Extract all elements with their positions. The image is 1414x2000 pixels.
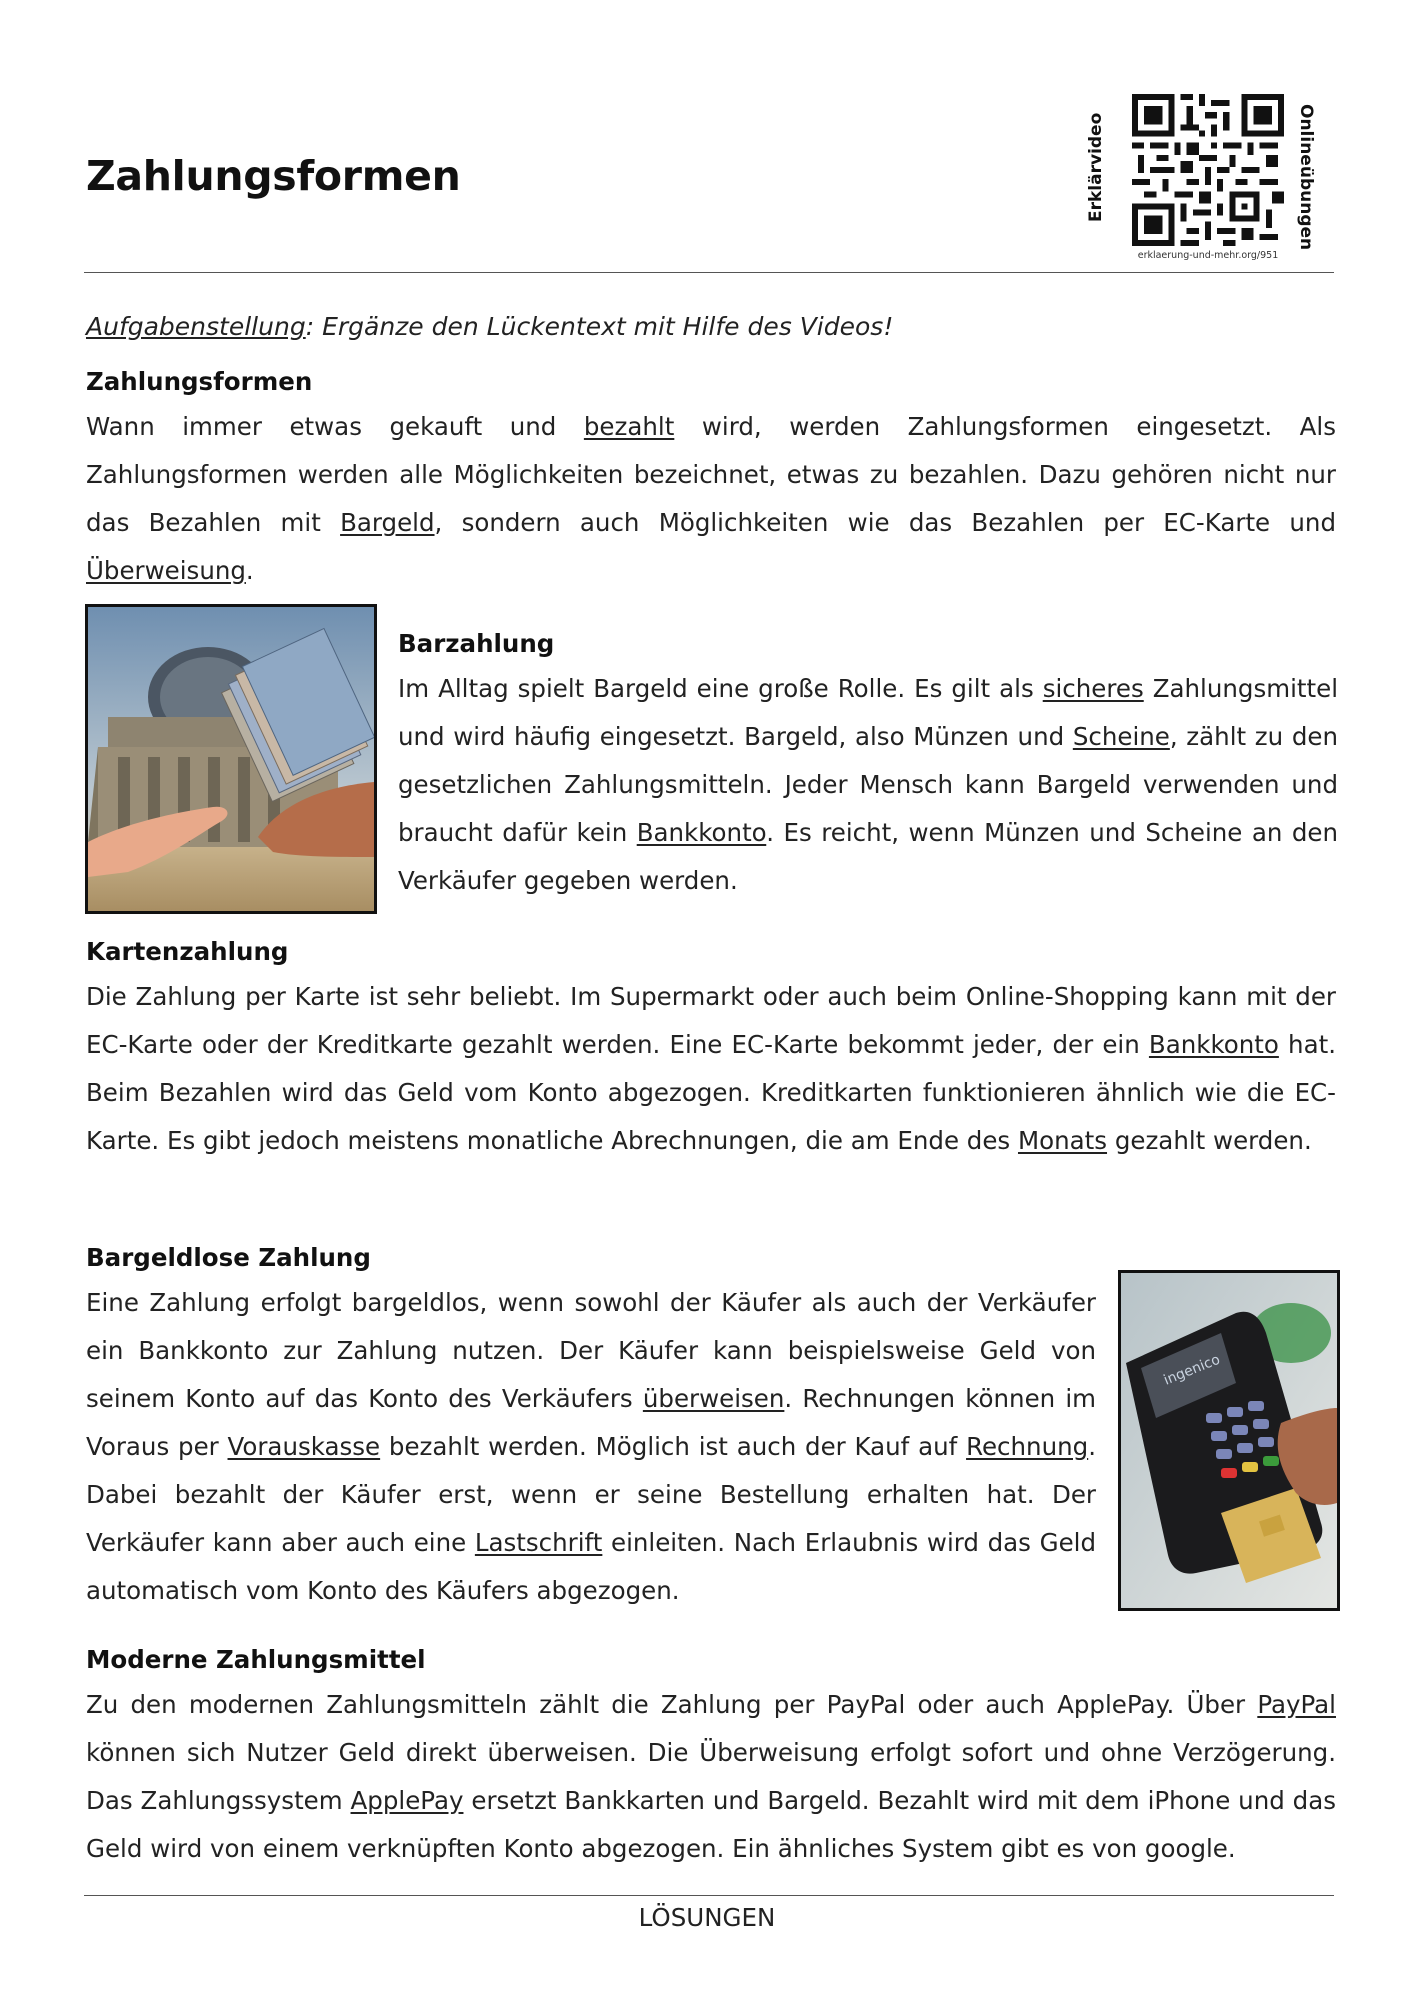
answer-word: Bankkonto — [1148, 1030, 1279, 1059]
answer-word: Vorauskasse — [227, 1432, 381, 1461]
paragraph-kartenzahlung: Die Zahlung per Karte ist sehr beliebt. Im Supermarkt oder auch beim Online-Shopping kann mit der EC-Karte oder der Kreditkarte gezahlt werden. Eine EC-Karte bekommt jeder, der ein Bankkonto hat. Beim Bezahlen wird das Geld vom Konto abgezogen. Kreditkarten funktionieren ähnlich wie die EC-Karte. Es gibt jedoch meistens monatliche Abrechnungen, die am Ende des Monats gezahlt werden. — [86, 982, 1336, 1155]
header-divider — [84, 272, 1334, 273]
answer-word: Überweisung — [86, 556, 246, 585]
qr-block — [1080, 86, 1340, 276]
answer-word: sicheres — [1042, 674, 1144, 703]
cash-photo — [85, 604, 377, 914]
section-heading-zahlungsformen: Zahlungsformen — [86, 367, 313, 396]
card-terminal-image — [1121, 1273, 1337, 1608]
task-instruction — [86, 312, 1336, 341]
answer-word: ApplePay — [350, 1786, 464, 1815]
card-terminal-photo — [1118, 1270, 1340, 1611]
answer-word: Bargeld — [340, 508, 435, 537]
answer-word: Rechnung — [966, 1432, 1089, 1461]
answer-word: PayPal — [1257, 1690, 1336, 1719]
task-label: Aufgabenstellung — [86, 312, 306, 341]
paragraph-barzahlung: Im Alltag spielt Bargeld eine große Rolle. Es gilt als sicheres Zahlungsmittel und wird häufig eingesetzt. Bargeld, also Münzen und Scheine, zählt zu den gesetzlichen Zahlungsmitteln. Jeder Mensch kann Bargeld verwenden und braucht dafür kein Bankkonto. Es reicht, wenn Münzen und Scheine an den Verkäufer gegeben werden. — [398, 674, 1339, 895]
section-heading-barzahlung: Barzahlung — [398, 629, 555, 658]
answer-word: bezahlt — [583, 412, 675, 441]
answer-word: Bankkonto — [636, 818, 767, 847]
answer-word: Monats — [1017, 1126, 1108, 1155]
footer-label: LÖSUNGEN — [638, 1903, 776, 1932]
paragraph-intro: Wann immer etwas gekauft und bezahlt wird, werden Zahlungsformen eingesetzt. Als Zahlungsformen werden alle Möglichkeiten bezeichnet, etwas zu bezahlen. Dazu gehören nicht nur das Bezahlen mit Bargeld, sondern auch Möglichkeiten wie das Bezahlen per EC-Karte und Überweisung. — [86, 412, 1336, 585]
paragraph-bargeldlos: Eine Zahlung erfolgt bargeldlos, wenn sowohl der Käufer als auch der Verkäufer ein Bankkonto zur Zahlung nutzen. Der Käufer kann beispielsweise Geld von seinem Konto auf das Konto des Verkäufers überweisen. Rechnungen können im Voraus per Vorauskasse bezahlt werden. Möglich ist auch der Kauf auf Rechnung. Dabei bezahlt der Käufer erst, wenn er seine Bestellung erhalten hat. Der Verkäufer kann aber auch eine Lastschrift einleiten. Nach Erlaubnis wird das Geld automatisch vom Konto des Käufers abgezogen. — [86, 1288, 1096, 1605]
answer-word: überweisen — [642, 1384, 785, 1413]
reichstag-money-image — [88, 607, 374, 911]
answer-word: Scheine — [1072, 722, 1170, 751]
section-heading-modern: Moderne Zahlungsmittel — [86, 1645, 426, 1674]
task-text: : Ergänze den Lückentext mit Hilfe des Videos! — [305, 312, 894, 341]
qr-code-icon[interactable] — [1132, 94, 1284, 246]
answer-word: Lastschrift — [474, 1528, 603, 1557]
section-heading-kartenzahlung: Kartenzahlung — [86, 937, 289, 966]
qr-url[interactable]: erklaerung-und-mehr.org/951 — [1137, 250, 1279, 261]
paragraph-modern: Zu den modernen Zahlungsmitteln zählt die Zahlung per PayPal oder auch ApplePay. Über PayPal können sich Nutzer Geld direkt überweisen. Die Überweisung erfolgt sofort und ohne Verzögerung. Das Zahlungssystem ApplePay ersetzt Bankkarten und Bargeld. Bezahlt wird mit dem iPhone und das Geld wird von einem verknüpften Konto abgezogen. Ein ähnliches System gibt es von google. — [86, 1690, 1337, 1863]
page-title: Zahlungsformen — [86, 152, 461, 200]
qr-left-label: Erklärvideo — [1086, 112, 1106, 222]
qr-right-label: Onlineübungen — [1296, 104, 1316, 251]
svg-text:ingenico: ingenico — [1161, 1351, 1223, 1389]
section-heading-bargeldlos: Bargeldlose Zahlung — [86, 1243, 371, 1272]
